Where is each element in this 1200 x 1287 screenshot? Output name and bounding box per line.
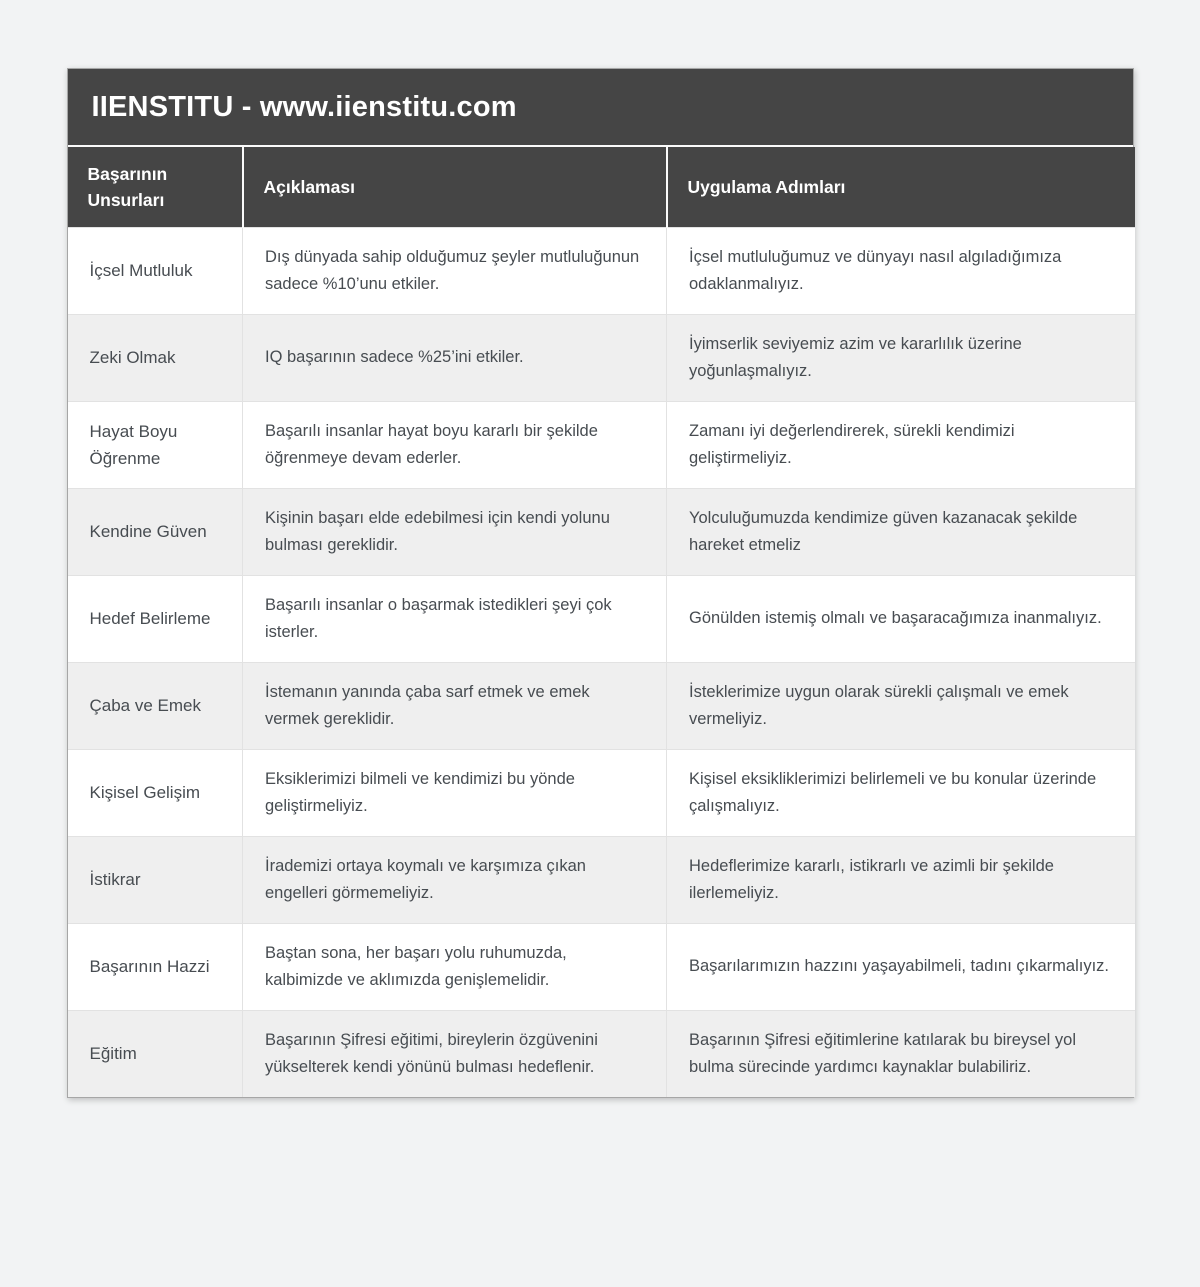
- row-steps: İsteklerimize uygun olarak sürekli çalışmalı ve emek vermeliyiz.: [667, 662, 1135, 749]
- row-description: Başarının Şifresi eğitimi, bireylerin özgüvenini yükselterek kendi yönünü bulması hedeflenir.: [243, 1010, 667, 1097]
- row-steps: Gönülden istemiş olmalı ve başaracağımıza inanmalıyız.: [667, 575, 1135, 662]
- row-description: Başarılı insanlar o başarmak istedikleri şeyi çok isterler.: [243, 575, 667, 662]
- row-factor: Çaba ve Emek: [68, 662, 243, 749]
- row-factor: Eğitim: [68, 1010, 243, 1097]
- table-row: [68, 1010, 1135, 1097]
- table-row: [68, 836, 1135, 923]
- row-description: Eksiklerimizi bilmeli ve kendimizi bu yönde geliştirmeliyiz.: [243, 749, 667, 836]
- header-row: [68, 147, 1135, 227]
- row-factor: Kendine Güven: [68, 488, 243, 575]
- row-factor: İstikrar: [68, 836, 243, 923]
- row-factor: İçsel Mutluluk: [68, 227, 243, 314]
- table-row: [68, 749, 1135, 836]
- row-steps: Başarılarımızın hazzını yaşayabilmeli, tadını çıkarmalıyız.: [667, 923, 1135, 1010]
- table-row: [68, 227, 1135, 314]
- row-description: Dış dünyada sahip olduğumuz şeyler mutluluğunun sadece %10’unu etkiler.: [243, 227, 667, 314]
- row-steps: İçsel mutluluğumuz ve dünyayı nasıl algıladığımıza odaklanmalıyız.: [667, 227, 1135, 314]
- row-factor: Kişisel Gelişim: [68, 749, 243, 836]
- row-factor: Başarının Hazzi: [68, 923, 243, 1010]
- content-card: [67, 68, 1134, 1098]
- column-header-uygulama: Uygulama Adımları: [667, 147, 1135, 227]
- row-factor: Hedef Belirleme: [68, 575, 243, 662]
- page-title: IIENSTITU - www.iienstitu.com: [91, 90, 517, 123]
- row-steps: Hedeflerimize kararlı, istikrarlı ve azimli bir şekilde ilerlemeliyiz.: [667, 836, 1135, 923]
- table-row: [68, 923, 1135, 1010]
- row-factor: Zeki Olmak: [68, 314, 243, 401]
- table-row: [68, 401, 1135, 488]
- row-description: İrademizi ortaya koymalı ve karşımıza çıkan engelleri görmemeliyiz.: [243, 836, 667, 923]
- table-header: [68, 147, 1135, 227]
- row-description: IQ başarının sadece %25’ini etkiler.: [243, 314, 667, 401]
- column-header-aciklamasi: Açıklaması: [243, 147, 667, 227]
- table-body: [68, 227, 1135, 1097]
- row-steps: Başarının Şifresi eğitimlerine katılarak bu bireysel yol bulma sürecinde yardımcı kaynaklar bulabiliriz.: [667, 1010, 1135, 1097]
- row-description: Kişinin başarı elde edebilmesi için kendi yolunu bulması gereklidir.: [243, 488, 667, 575]
- table-row: [68, 575, 1135, 662]
- column-header-unsurlar: Başarının Unsurları: [68, 147, 243, 227]
- table-row: [68, 314, 1135, 401]
- row-factor: Hayat Boyu Öğrenme: [68, 401, 243, 488]
- row-description: Baştan sona, her başarı yolu ruhumuzda, kalbimizde ve aklımızda genişlemelidir.: [243, 923, 667, 1010]
- row-steps: İyimserlik seviyemiz azim ve kararlılık üzerine yoğunlaşmalıyız.: [667, 314, 1135, 401]
- table-row: [68, 662, 1135, 749]
- row-steps: Yolculuğumuzda kendimize güven kazanacak şekilde hareket etmeliz: [667, 488, 1135, 575]
- row-steps: Kişisel eksikliklerimizi belirlemeli ve bu konular üzerinde çalışmalıyız.: [667, 749, 1135, 836]
- table-row: [68, 488, 1135, 575]
- row-steps: Zamanı iyi değerlendirerek, sürekli kendimizi geliştirmeliyiz.: [667, 401, 1135, 488]
- title-bar: [68, 69, 1133, 147]
- row-description: Başarılı insanlar hayat boyu kararlı bir şekilde öğrenmeye devam ederler.: [243, 401, 667, 488]
- row-description: İstemanın yanında çaba sarf etmek ve emek vermek gereklidir.: [243, 662, 667, 749]
- success-factors-table: [68, 147, 1135, 1097]
